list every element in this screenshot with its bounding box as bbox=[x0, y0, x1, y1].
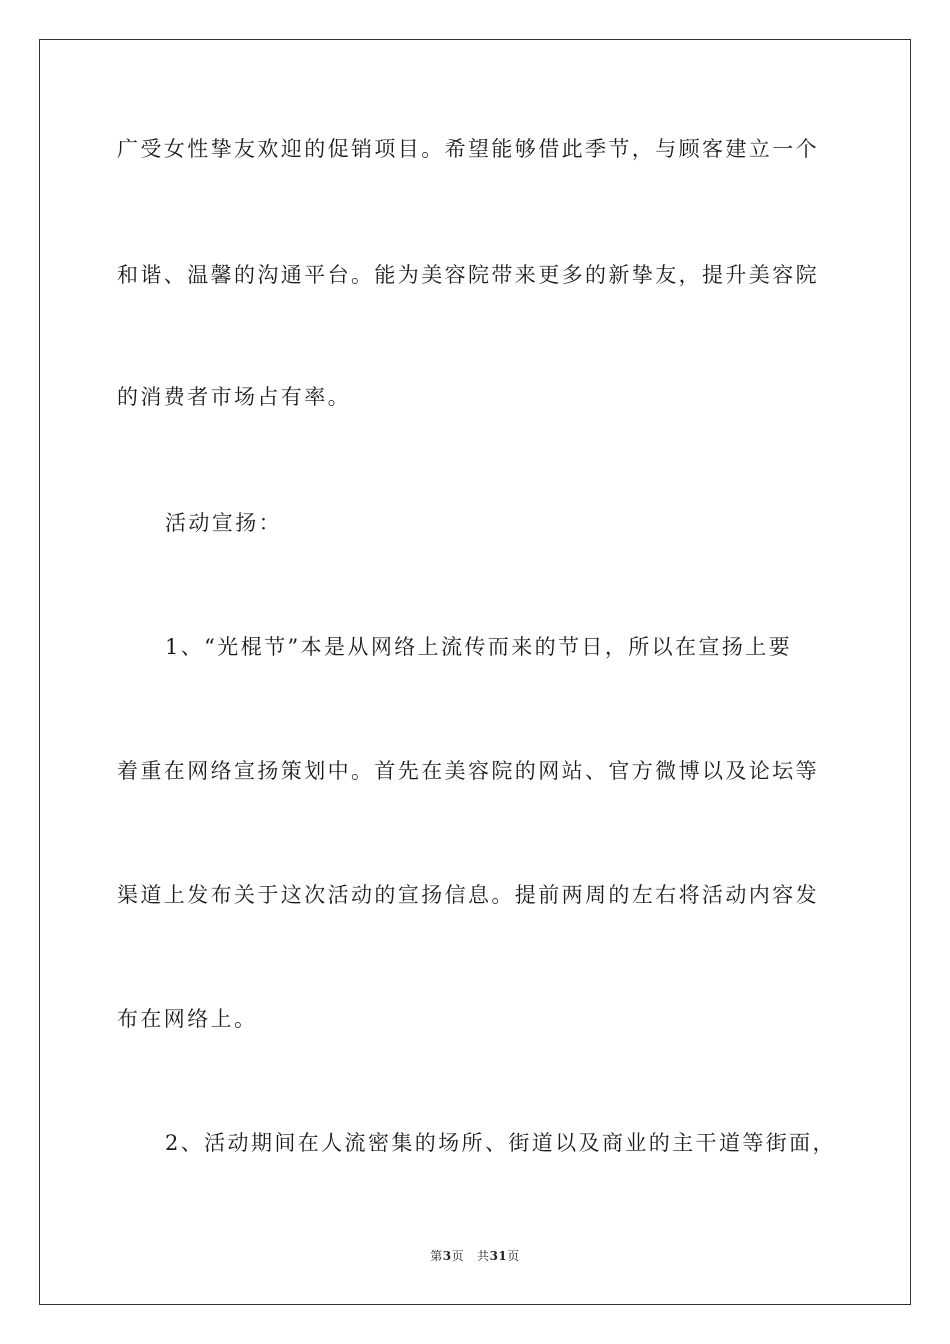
body-text-line: 的消费者市场占有率。 bbox=[117, 385, 351, 409]
total-pages: 31 bbox=[489, 1249, 508, 1263]
page-footer bbox=[0, 1248, 950, 1264]
body-text-line: 和谐、温馨的沟通平台。能为美容院带来更多的新挚友，提升美容院 bbox=[117, 263, 819, 287]
body-text-line: 广受女性挚友欢迎的促销项目。希望能够借此季节，与顾客建立一个 bbox=[117, 137, 819, 161]
page-prefix: 第 bbox=[430, 1249, 443, 1263]
body-text-line: 2、活动期间在人流密集的场所、街道以及商业的主干道等街面， bbox=[165, 1131, 836, 1155]
body-text-line: 布在网络上。 bbox=[117, 1007, 258, 1031]
page-suffix: 页 bbox=[451, 1249, 465, 1263]
section-heading: 活动宣扬： bbox=[165, 511, 282, 535]
page-border bbox=[39, 39, 911, 1305]
body-text-line: 渠道上发布关于这次活动的宣扬信息。提前两周的左右将活动内容发 bbox=[117, 883, 819, 907]
total-suffix: 页 bbox=[507, 1249, 520, 1263]
body-text-line: 1、“光棍节”本是从网络上流传而来的节日，所以在宣扬上要 bbox=[165, 635, 793, 659]
page-number: 3 bbox=[442, 1249, 452, 1263]
total-prefix: 共 bbox=[477, 1249, 490, 1263]
body-text-line: 着重在网络宣扬策划中。首先在美容院的网站、官方微博以及论坛等 bbox=[117, 759, 819, 783]
